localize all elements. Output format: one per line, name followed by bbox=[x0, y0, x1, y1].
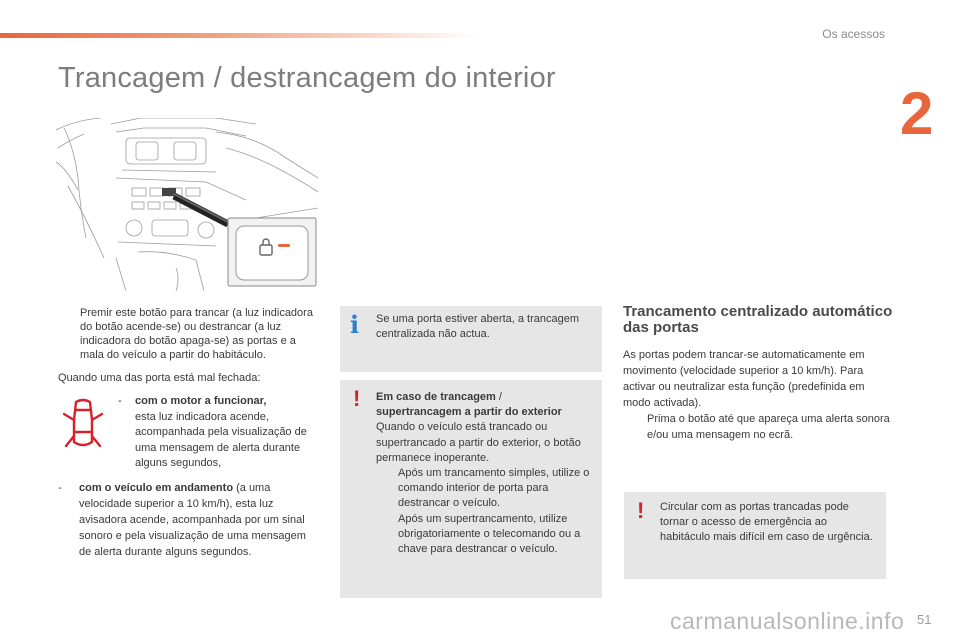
instruction-bullet bbox=[58, 306, 320, 362]
info-box bbox=[340, 306, 602, 372]
info-icon: i bbox=[350, 310, 360, 339]
warning-title-separator: / bbox=[495, 391, 502, 403]
warning-bullet-text: Após um trancamento simples, utilize o comando interior de porta para destrancar o veículo. bbox=[398, 467, 590, 510]
warning-title-part-2: supertrancagem a partir do exterior bbox=[376, 406, 562, 419]
auto-locking-paragraph: As portas podem trancar-se automaticamente em movimento (velocidade superior a 10 km/h). Para activar ou neutralizar esta função (predefinida em modo activada). bbox=[623, 349, 865, 409]
header-accent-bar bbox=[0, 33, 480, 38]
moving-label: com o veículo em andamento bbox=[79, 481, 234, 494]
chapter-number: 2 bbox=[900, 80, 934, 147]
auto-locking-bullet bbox=[623, 411, 893, 443]
watermark: carmanualsonline.info bbox=[670, 608, 905, 634]
warning-box-emergency bbox=[624, 492, 886, 579]
warning-bullet bbox=[376, 512, 594, 558]
engine-running-item bbox=[58, 394, 320, 472]
warning-bullet bbox=[376, 466, 594, 512]
engine-running-label: com o motor a funcionar, bbox=[135, 395, 267, 407]
dash: - bbox=[58, 481, 62, 494]
bullet-symbol bbox=[376, 466, 398, 512]
dashboard-illustration bbox=[56, 118, 319, 291]
info-box-text: Se uma porta estiver aberta, a trancagem centralizada não actua. bbox=[376, 313, 579, 340]
bad-closure-intro: Quando uma das porta está mal fechada: bbox=[58, 372, 261, 384]
instruction-text: Premir este botão para trancar (a luz indicadora do botão acende-se) ou destrancar (a luz indicadora do botão apaga-se) as portas e a mala do veículo a partir do habitáculo. bbox=[80, 307, 313, 361]
moving-text: (a uma velocidade superior a 10 km/h), esta luz avisadora acende, acompanhada por um sinal sonoro e pela visualização de uma mensagem de alerta durante alguns segundos. bbox=[79, 481, 306, 558]
warning-bullet-text: Após um supertrancamento, utilize obrigatoriamente o telecomando ou a chave para destrancar o veículo. bbox=[398, 512, 581, 556]
warning-icon: ! bbox=[353, 386, 361, 411]
warning-title-part-1: Em caso de trancagem bbox=[376, 391, 496, 403]
door-open-warning-icon bbox=[60, 396, 106, 456]
warning-icon: ! bbox=[637, 498, 645, 523]
page-number: 51 bbox=[917, 612, 932, 627]
bullet-symbol bbox=[376, 512, 398, 558]
column-lock-instructions bbox=[58, 306, 320, 560]
bullet-symbol bbox=[58, 306, 80, 362]
moving-item bbox=[58, 480, 320, 560]
warning-box-emergency-text: Circular com as portas trancadas pode tornar o acesso de emergência ao habitáculo mais difícil em caso de urgência. bbox=[660, 501, 873, 543]
bullet-symbol bbox=[623, 411, 647, 443]
warning-box bbox=[340, 380, 602, 598]
dash: - bbox=[118, 395, 122, 407]
column-auto-locking bbox=[623, 304, 893, 443]
section-name: Os acessos bbox=[822, 27, 885, 41]
auto-locking-bullet-text: Prima o botão até que apareça uma alerta sonora e/ou uma mensagem no ecrã. bbox=[647, 413, 890, 441]
page-title: Trancagem / destrancagem do interior bbox=[58, 62, 556, 94]
warning-box-title bbox=[376, 390, 594, 420]
auto-locking-title: Trancamento centralizado automático das portas bbox=[623, 303, 893, 336]
engine-running-text: esta luz indicadora acende, acompanhada pela visualização de uma mensagem de alerta durante alguns segundos, bbox=[135, 410, 307, 469]
warning-box-text: Quando o veículo está trancado ou supertrancado a partir do exterior, o botão permanece inoperante. bbox=[376, 421, 581, 464]
